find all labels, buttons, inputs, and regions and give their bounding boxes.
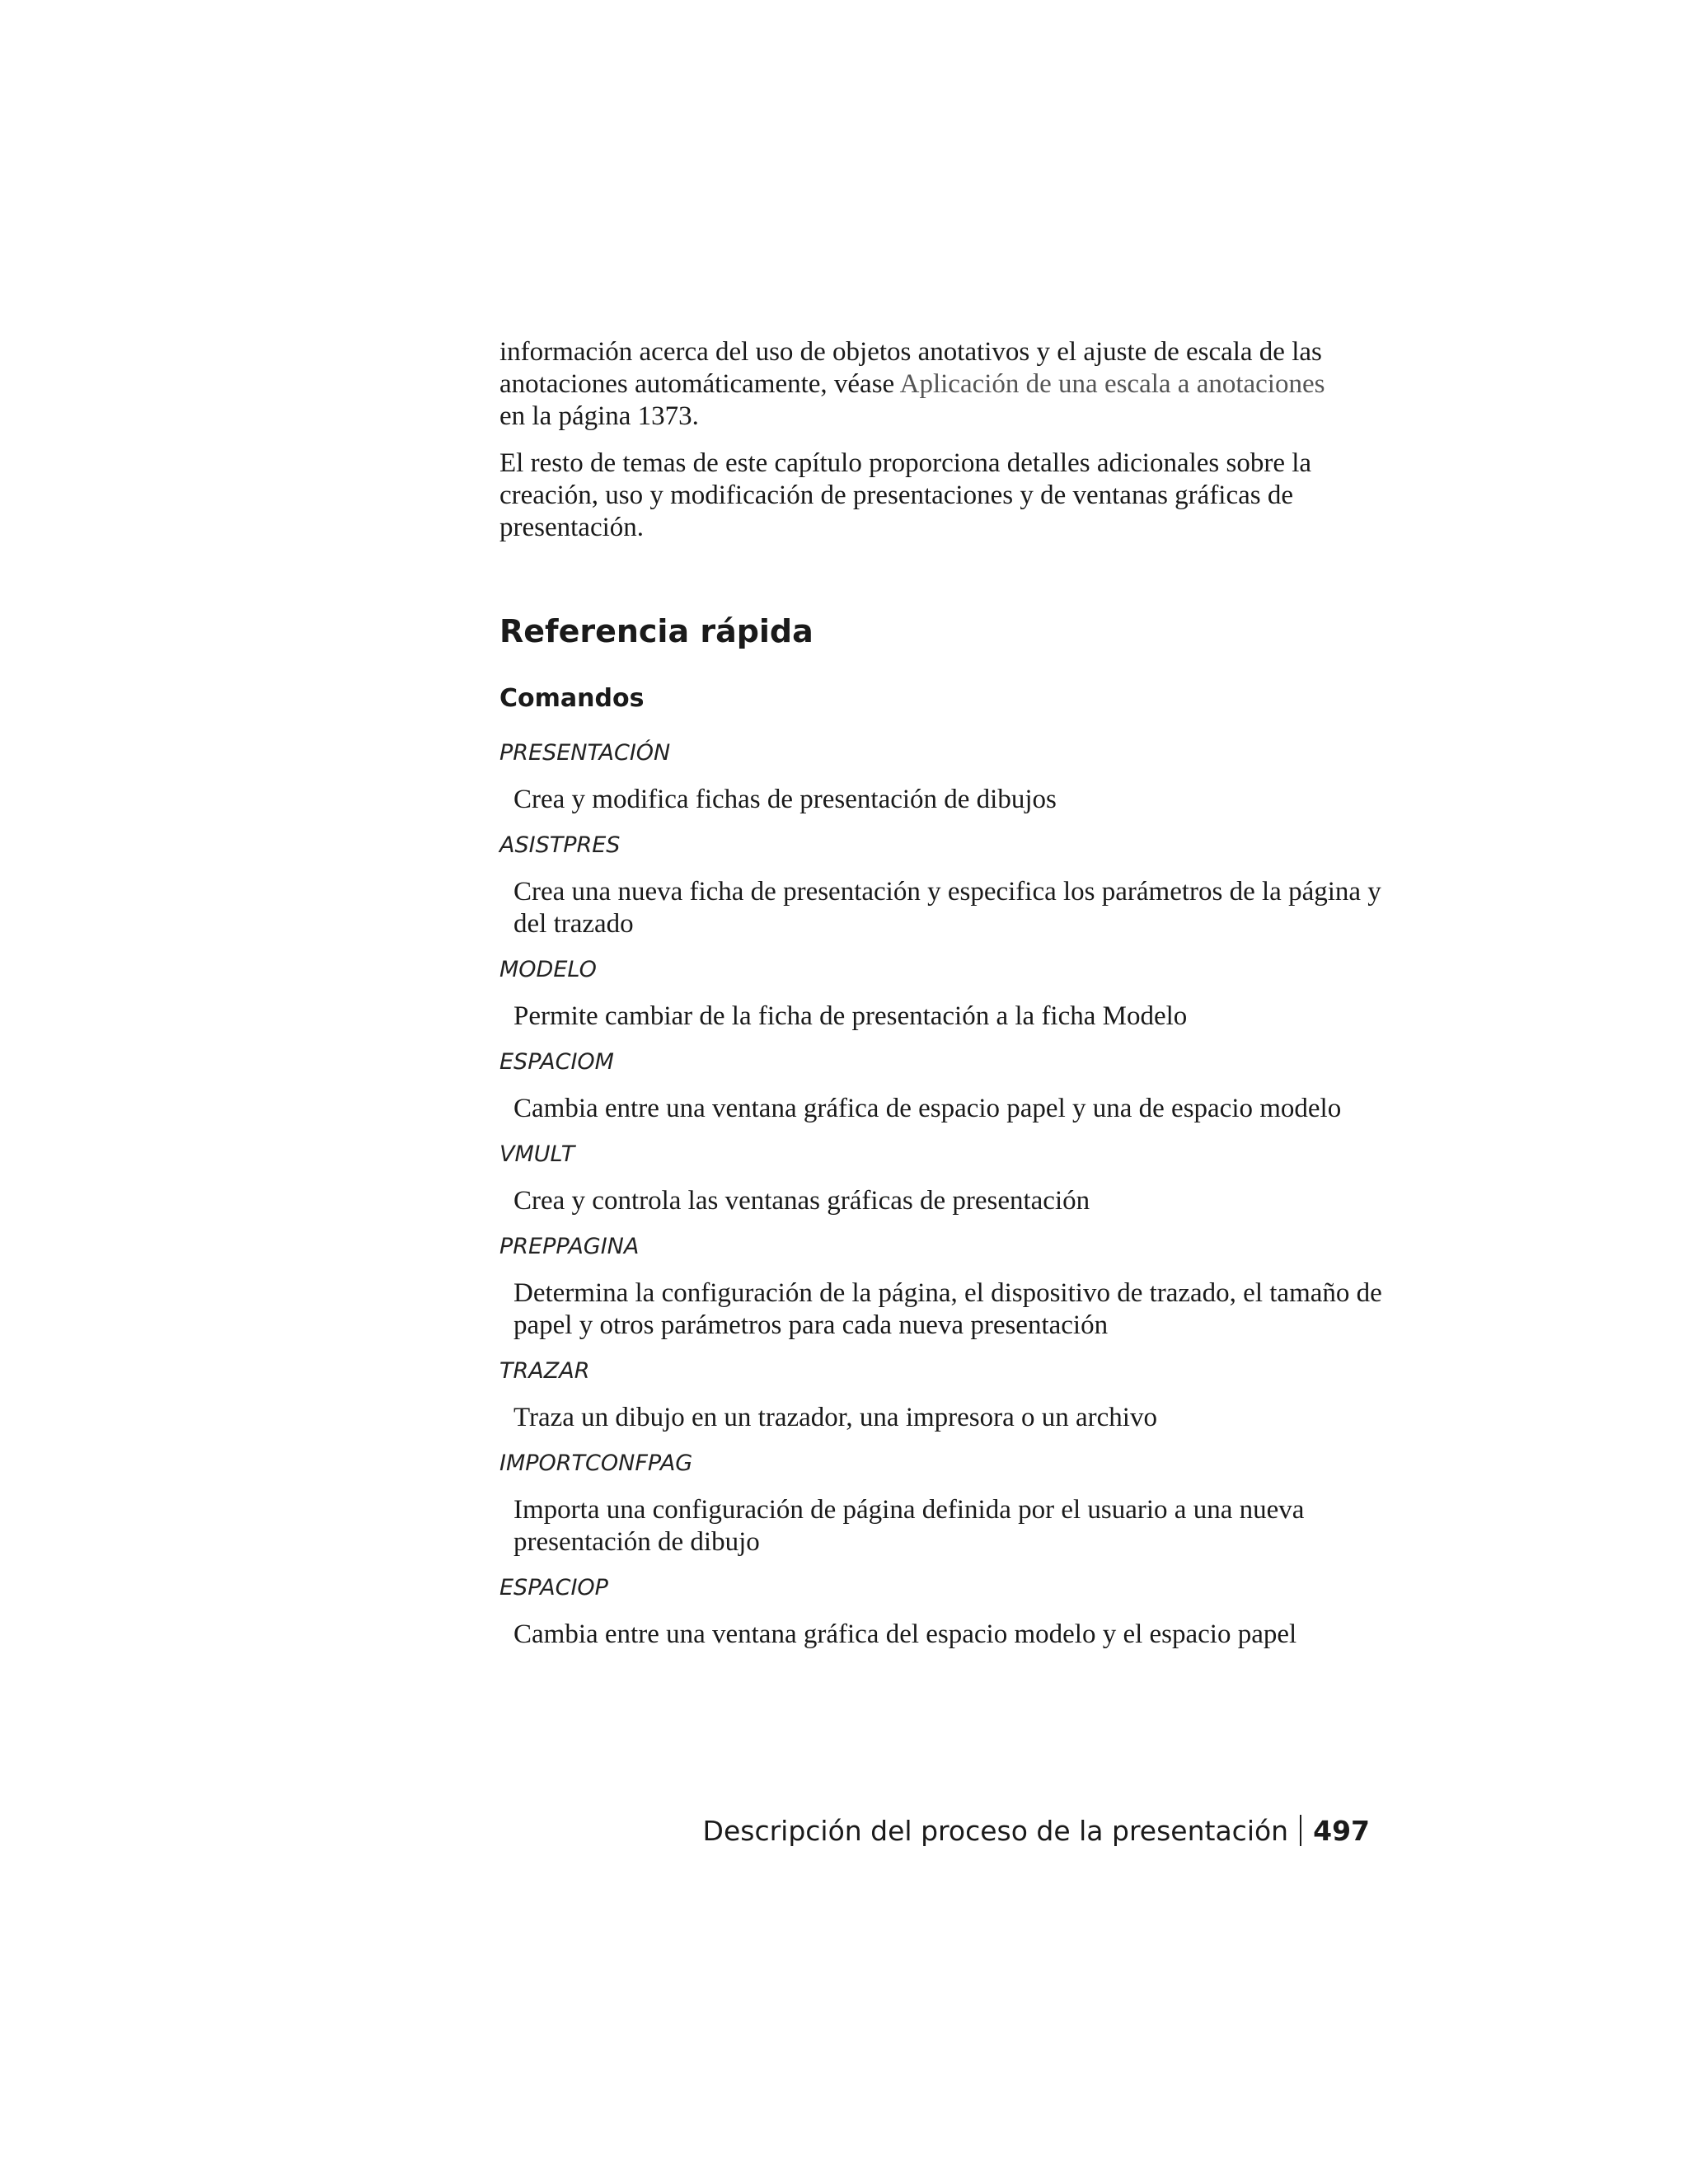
footer-chapter-title: Descripción del proceso de la presentación (702, 1815, 1289, 1847)
command-name[interactable]: ASISTPRES (499, 832, 621, 858)
command-description: Cambia entre una ventana gráfica de espacio papel y una de espacio modelo (513, 1094, 1342, 1123)
command-description: Determina la configuración de la página, el dispositivo de trazado, el tamaño de papel y otros parámetros para cada nueva presentación (513, 1278, 1382, 1340)
cross-reference-link[interactable]: Aplicación de una escala a anotaciones (899, 369, 1325, 399)
command-name[interactable]: IMPORTCONFPAG (499, 1451, 693, 1476)
intro-paragraph-2: El resto de temas de este capítulo proporciona detalles adicionales sobre la creación, uso y modificación de presentaciones y de ventanas gráficas de presentación. (499, 448, 1312, 542)
command-name[interactable]: TRAZAR (499, 1358, 590, 1384)
intro-text: información acerca del uso de objetos anotativos y el ajuste de escala de las anotaciones automáticamente, véase (499, 337, 1322, 399)
command-list (499, 738, 1381, 1651)
command-description: Traza un dibujo en un trazador, una impresora o un archivo (513, 1403, 1157, 1432)
command-name[interactable]: MODELO (499, 957, 597, 982)
section-heading: Referencia rápida (499, 613, 814, 649)
command-description: Crea y modifica fichas de presentación de dibujos (513, 785, 1057, 814)
command-description: Crea una nueva ficha de presentación y especifica los parámetros de la página y del trazado (513, 877, 1381, 939)
command-name[interactable]: ESPACIOM (499, 1049, 614, 1075)
command-description: Cambia entre una ventana gráfica del espacio modelo y el espacio papel (513, 1619, 1297, 1649)
command-name[interactable]: PRESENTACIÓN (499, 740, 671, 766)
page-number: 497 (1313, 1815, 1370, 1847)
command-description: Crea y controla las ventanas gráficas de presentación (513, 1186, 1090, 1216)
command-name[interactable]: VMULT (499, 1141, 575, 1167)
command-name[interactable]: PREPPAGINA (499, 1234, 640, 1259)
footer-separator (1300, 1815, 1301, 1846)
subsection-heading: Comandos (499, 684, 645, 713)
command-name[interactable]: ESPACIOP (499, 1575, 608, 1601)
intro-tail: en la página 1373. (499, 401, 699, 431)
command-description: Importa una configuración de página definida por el usuario a una nueva presentación de dibujo (513, 1495, 1305, 1557)
page-footer (703, 1813, 1370, 1849)
command-description: Permite cambiar de la ficha de presentación a la ficha Modelo (513, 1001, 1188, 1031)
intro-paragraph-1 (499, 336, 1381, 433)
page-content (499, 336, 1381, 1665)
